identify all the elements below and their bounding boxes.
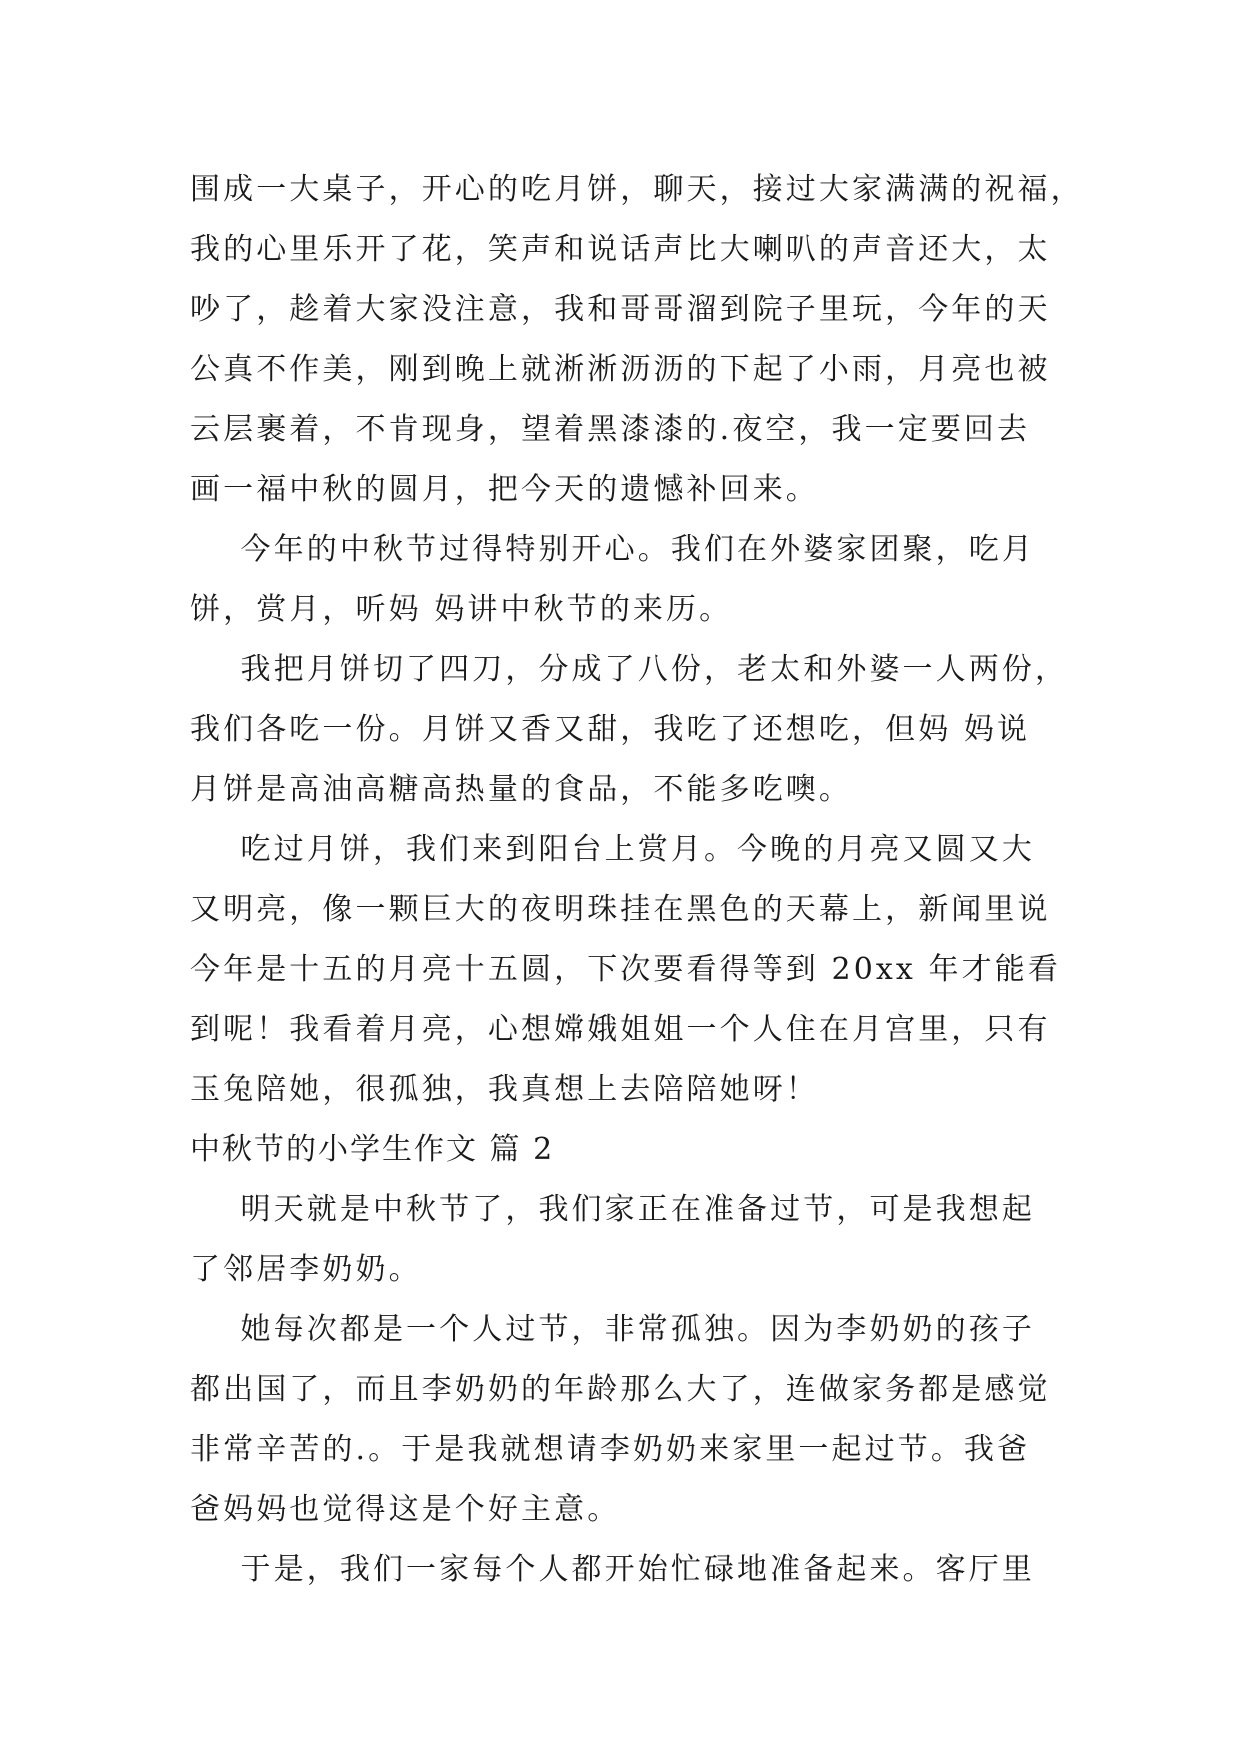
text-line: 又明亮，像一颗巨大的夜明珠挂在黑色的天幕上，新闻里说 <box>190 892 1051 927</box>
text-line: 饼，赏月，听妈 妈讲中秋节的来历。 <box>190 592 733 627</box>
text-line: 吵了，趁着大家没注意，我和哥哥溜到院子里玩，今年的天 <box>190 292 1051 327</box>
text-line: 我的心里乐开了花，笑声和说话声比大喇叭的声音还大，太 <box>190 232 1051 267</box>
section-heading: 中秋节的小学生作文 篇 2 <box>190 1132 555 1167</box>
text-line: 今年是十五的月亮十五圆，下次要看得等到 20xx 年才能看 <box>190 952 1061 987</box>
text-line: 我把月饼切了四刀，分成了八份，老太和外婆一人两份， <box>190 652 1069 687</box>
text-line: 了邻居李奶奶。 <box>190 1252 422 1287</box>
text-line: 明天就是中秋节了，我们家正在准备过节，可是我想起 <box>190 1192 1035 1227</box>
text-line: 非常辛苦的.。于是我就想请李奶奶来家里一起过节。我爸 <box>190 1432 1031 1467</box>
text-line: 云层裹着，不肯现身，望着黑漆漆的.夜空，我一定要回去 <box>190 412 1031 447</box>
text-line: 今年的中秋节过得特别开心。我们在外婆家团聚，吃月 <box>190 532 1035 567</box>
text-line: 爸妈妈也觉得这是个好主意。 <box>190 1492 621 1527</box>
text-line: 都出国了，而且李奶奶的年龄那么大了，连做家务都是感觉 <box>190 1372 1051 1407</box>
text-line: 围成一大桌子，开心的吃月饼，聊天，接过大家满满的祝福， <box>190 172 1084 207</box>
text-line: 吃过月饼，我们来到阳台上赏月。今晚的月亮又圆又大 <box>190 832 1035 867</box>
text-line: 我们各吃一份。月饼又香又甜，我吃了还想吃，但妈 妈说 <box>190 712 1031 747</box>
document-page <box>190 160 1084 1600</box>
text-line: 玉兔陪她，很孤独，我真想上去陪陪她呀！ <box>190 1072 819 1107</box>
text-line: 画一福中秋的圆月，把今天的遗憾补回来。 <box>190 472 819 507</box>
text-line: 到呢！我看着月亮，心想嫦娥姐姐一个人住在月宫里，只有 <box>190 1012 1051 1047</box>
text-line: 于是，我们一家每个人都开始忙碌地准备起来。客厅里 <box>190 1552 1035 1587</box>
text-line: 公真不作美，刚到晚上就淅淅沥沥的下起了小雨，月亮也被 <box>190 352 1051 387</box>
text-line: 她每次都是一个人过节，非常孤独。因为李奶奶的孩子 <box>190 1312 1035 1347</box>
text-line: 月饼是高油高糖高热量的食品，不能多吃噢。 <box>190 772 852 807</box>
